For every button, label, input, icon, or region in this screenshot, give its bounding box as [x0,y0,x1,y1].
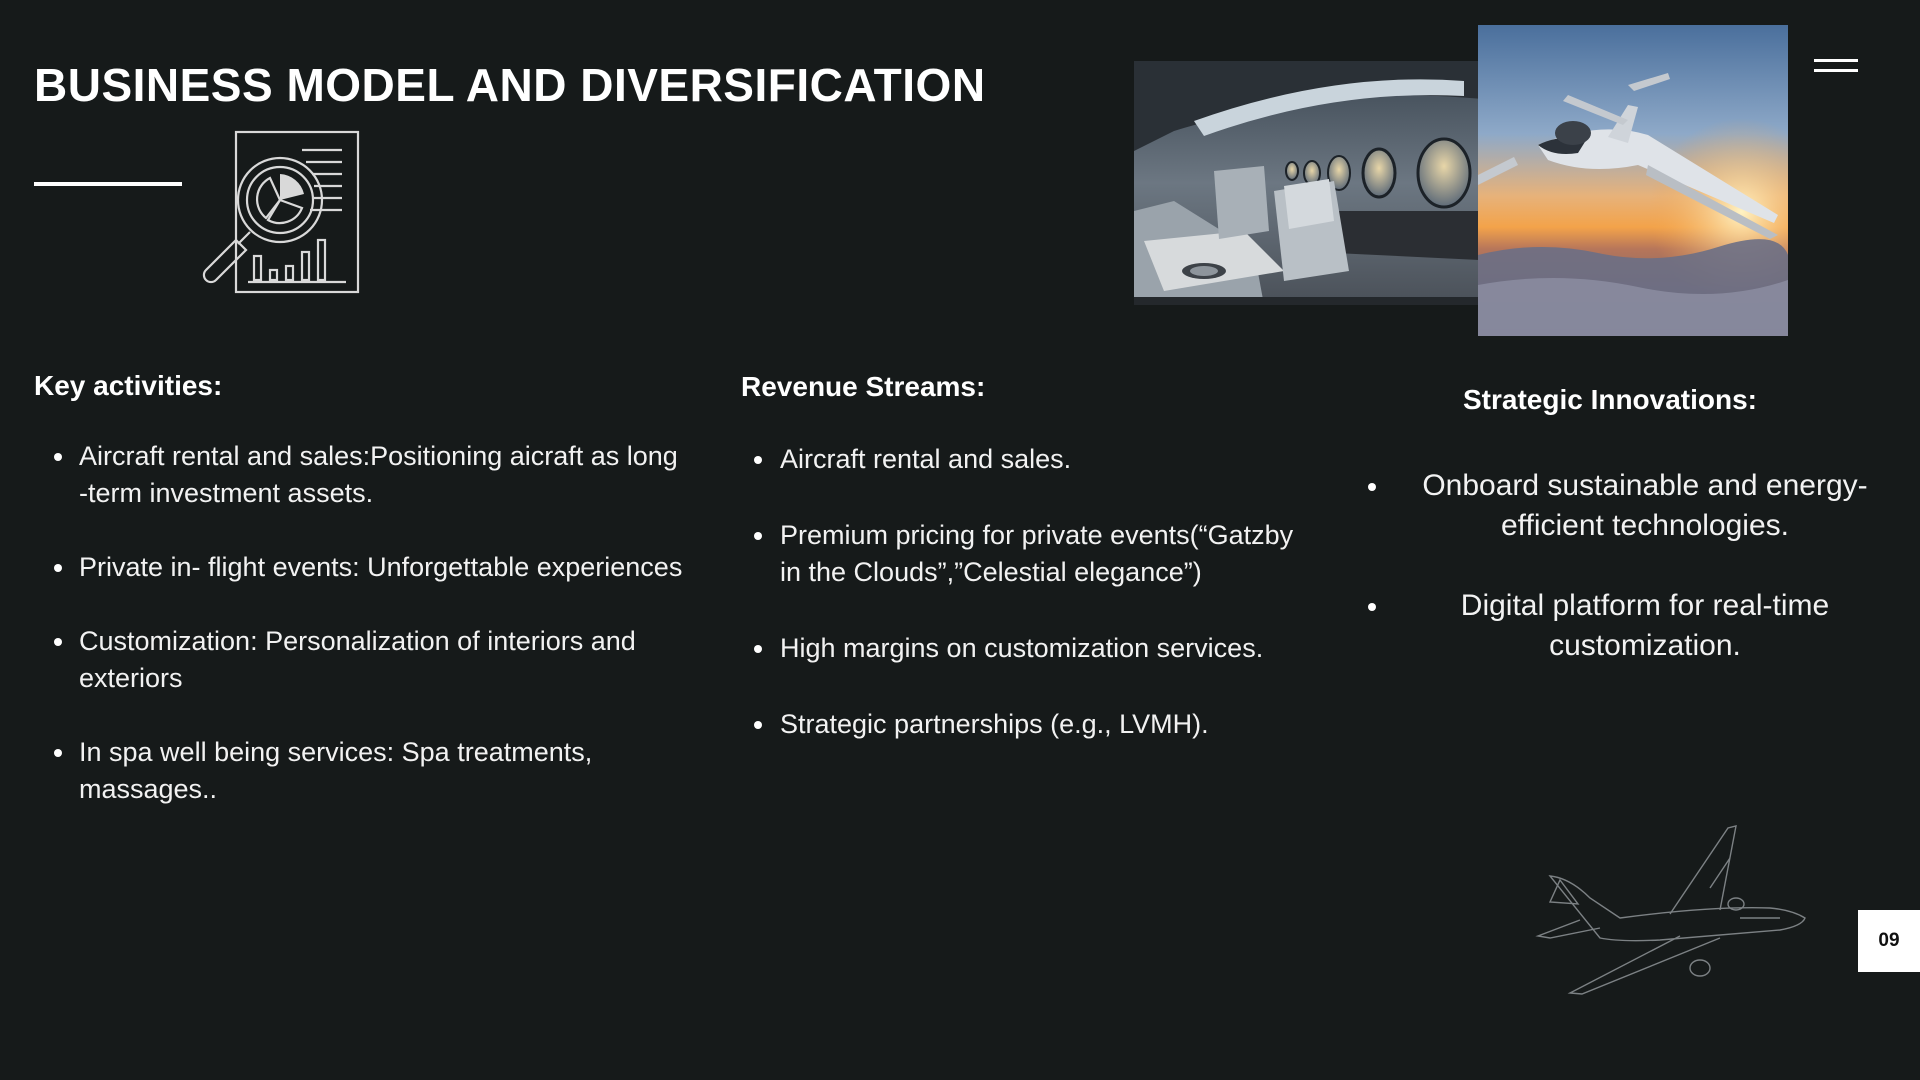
menu-icon-bar-bottom [1814,69,1858,72]
strategic-innovations-list [1340,466,1880,666]
jet-cabin-photo [1134,61,1500,305]
key-activities-list [34,438,694,808]
title-underline [34,182,182,186]
list-item: Private in- flight events: Unforgettable experiences [34,549,694,586]
airplane-outline-icon [1530,818,1812,1008]
list-item: Aircraft rental and sales:Positioning aicraft as long -term investment assets. [34,438,694,512]
list-item: Aircraft rental and sales. [741,441,1321,478]
list-item: Onboard sustainable and energy-efficient technologies. [1340,466,1880,546]
key-activities-column [34,370,694,845]
strategic-innovations-column [1340,384,1880,706]
strategic-innovations-heading: Strategic Innovations: [1462,384,1758,415]
key-activities-heading: Key activities: [34,370,223,401]
list-item: Digital platform for real-time customization. [1340,586,1880,666]
private-jet-sunset-photo [1478,25,1788,336]
revenue-streams-heading: Revenue Streams: [741,371,986,402]
list-item: In spa well being services: Spa treatments, massages.. [34,734,694,808]
report-magnifier-icon [196,128,364,296]
list-item: Premium pricing for private events(“Gatzby in the Clouds”,”Celestial elegance”) [741,517,1321,591]
menu-icon-bar-top [1814,59,1858,62]
list-item: High margins on customization services. [741,630,1321,667]
list-item: Customization: Personalization of interiors and exteriors [34,623,694,697]
menu-icon[interactable] [1814,56,1858,74]
page-number: 09 [1858,910,1920,972]
revenue-streams-list [741,441,1321,743]
revenue-streams-column [741,371,1321,782]
list-item: Strategic partnerships (e.g., LVMH). [741,706,1321,743]
slide-title: BUSINESS MODEL AND DIVERSIFICATION [34,59,986,111]
